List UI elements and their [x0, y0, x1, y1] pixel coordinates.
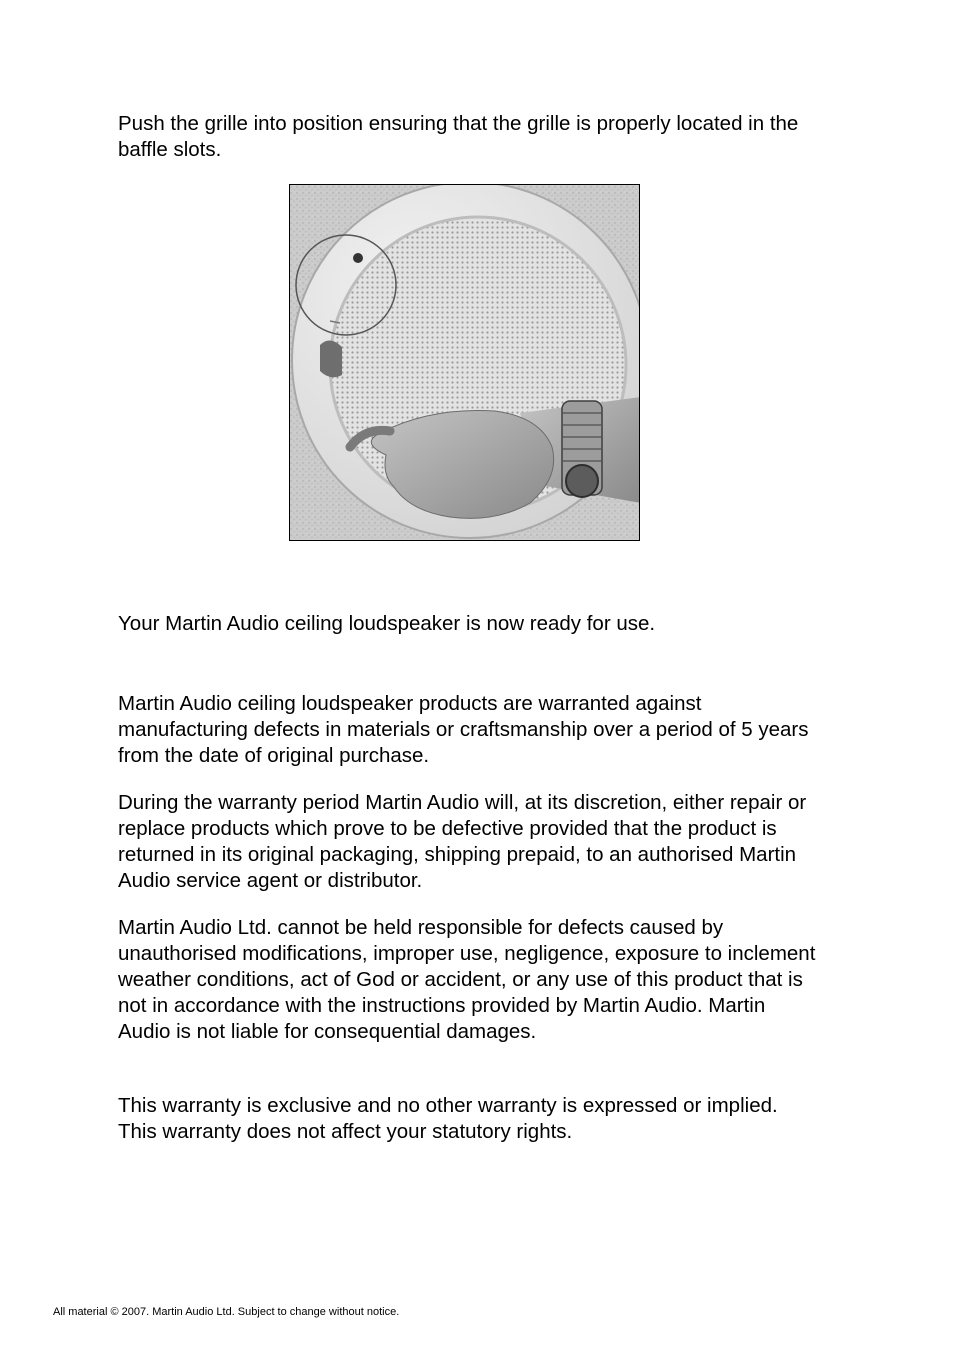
warranty-paragraph-4: This warranty is exclusive and no other warranty is expressed or implied. This warranty does not affect your statutory rights.	[118, 1094, 778, 1143]
copyright-footer: All material © 2007. Martin Audio Ltd. Subject to change without notice.	[53, 1306, 400, 1318]
ceiling-speaker-grille-photo	[289, 184, 640, 541]
warranty-paragraph-1: Martin Audio ceiling loudspeaker products are warranted against manufacturing defects in materials or craftsmanship over a period of 5 years from the date of original purchase.	[118, 692, 809, 767]
ready-text: Your Martin Audio ceiling loudspeaker is now ready for use.	[118, 612, 656, 635]
instruction-text: Push the grille into position ensuring that the grille is properly located in the baffle slots.	[118, 112, 799, 161]
warranty-paragraph-2: During the warranty period Martin Audio will, at its discretion, either repair or replace products which prove to be defective provided that the product is returned in its original packaging, shipping prepaid, to an authorised Martin Audio service agent or distributor.	[118, 791, 807, 892]
warranty-paragraph-3: Martin Audio Ltd. cannot be held responsible for defects caused by unauthorised modifications, improper use, negligence, exposure to inclement weather conditions, act of God or accident, or any use of this product that is not in accordance with the instructions provided by Martin Audio. Martin Audio is not liable for consequential damages.	[118, 916, 816, 1043]
